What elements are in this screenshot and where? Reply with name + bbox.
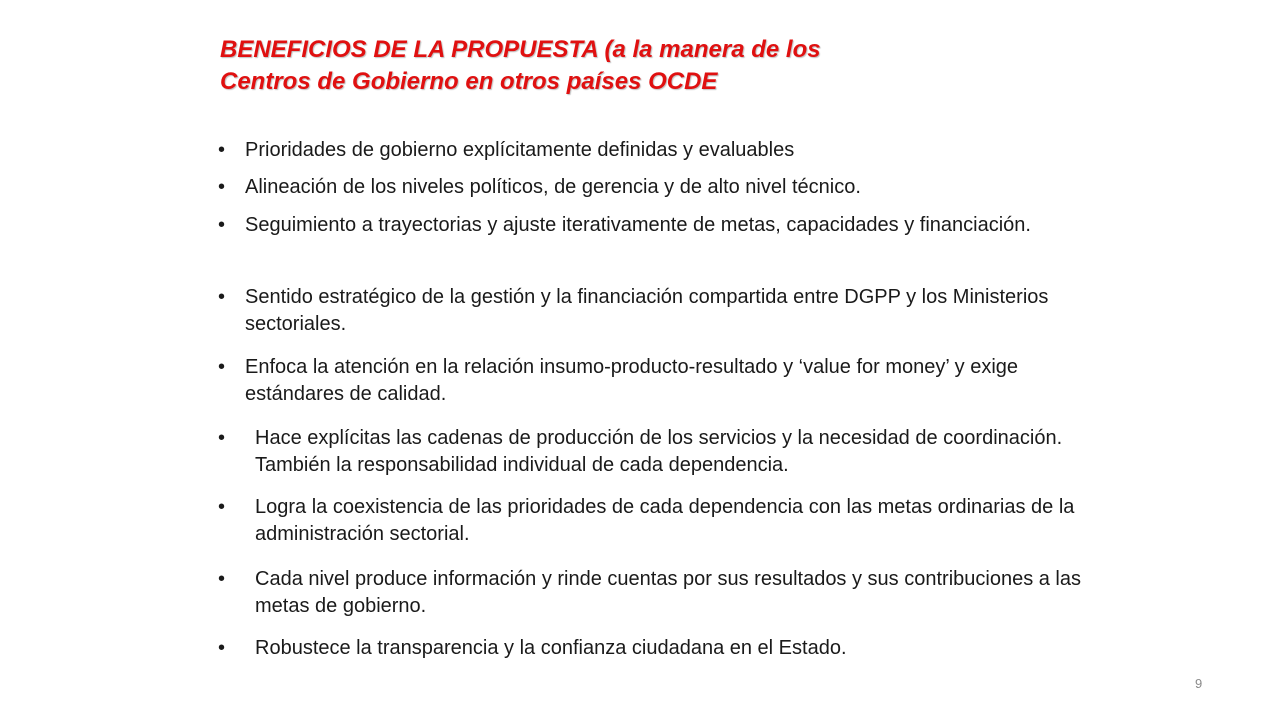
bullet-item-7 <box>218 494 1098 548</box>
slide-title-line-1: BENEFICIOS DE LA PROPUESTA (a la manera de los <box>220 36 821 63</box>
bullet-item-6 <box>218 425 1098 479</box>
bullet-text: Hace explícitas las cadenas de producción de los servicios y la necesidad de coordinación. También la responsabilidad individual de cada dependencia. <box>255 427 1063 476</box>
bullet-icon: • <box>218 139 226 161</box>
bullet-text: Robustece la transparencia y la confianza ciudadana en el Estado. <box>255 637 847 659</box>
bullet-icon: • <box>218 286 226 308</box>
bullet-text: Cada nivel produce información y rinde cuentas por sus resultados y sus contribuciones a las metas de gobierno. <box>255 568 1081 617</box>
bullet-icon: • <box>218 356 226 378</box>
slide-number: 9 <box>1195 676 1203 691</box>
bullet-item-4 <box>218 284 1098 338</box>
bullet-text: Alineación de los niveles políticos, de gerencia y de alto nivel técnico. <box>245 176 861 198</box>
bullet-text: Seguimiento a trayectorias y ajuste iterativamente de metas, capacidades y financiación. <box>245 214 1031 236</box>
bullet-item-5 <box>218 354 1098 408</box>
bullet-icon: • <box>218 214 226 236</box>
bullet-icon: • <box>218 176 226 198</box>
bullet-text: Logra la coexistencia de las prioridades de cada dependencia con las metas ordinarias de la administración sectorial. <box>255 496 1075 545</box>
bullet-text: Sentido estratégico de la gestión y la financiación compartida entre DGPP y los Ministerios sectoriales. <box>245 286 1049 335</box>
bullet-item-8 <box>218 566 1098 620</box>
bullet-item-3 <box>218 212 1098 239</box>
bullet-text: Enfoca la atención en la relación insumo-producto-resultado y ‘value for money’ y exige estándares de calidad. <box>245 356 1019 405</box>
bullet-icon: • <box>218 496 226 518</box>
bullet-text: Prioridades de gobierno explícitamente definidas y evaluables <box>245 139 795 161</box>
bullet-icon: • <box>218 637 226 659</box>
bullet-icon: • <box>218 427 226 449</box>
bullet-icon: • <box>218 568 226 590</box>
bullet-item-9 <box>218 635 1098 662</box>
slide-title-line-2: Centros de Gobierno en otros países OCDE <box>220 68 718 95</box>
bullet-item-2 <box>218 174 1098 201</box>
bullet-item-1 <box>218 137 1098 164</box>
